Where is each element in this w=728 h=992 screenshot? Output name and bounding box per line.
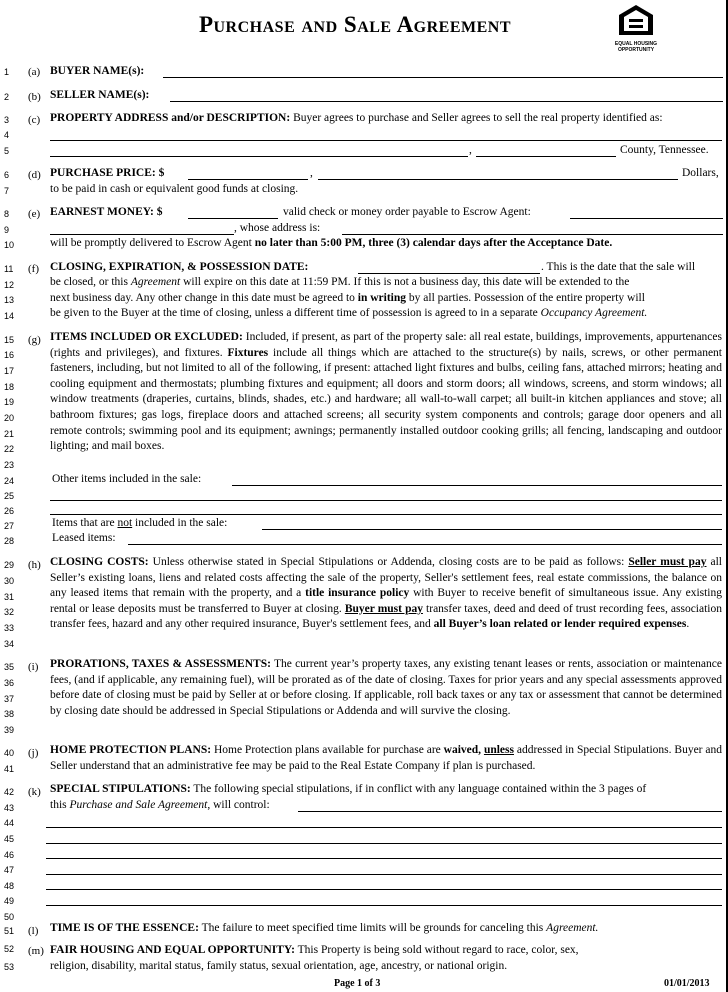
equal-housing-logo <box>612 4 660 53</box>
line-number: 48 <box>4 881 15 891</box>
line-number: 36 <box>4 678 15 688</box>
line-number: 33 <box>4 623 15 633</box>
text: Occupancy Agreement. <box>540 307 648 319</box>
line-number: 32 <box>4 607 15 617</box>
text: The current year’s property taxes, any existing tenant leases or rents, association or maintenance fees, (and if applicable, any remaining fuel), will be prorated as of the date of closing. Taxes for prior years and any special assessments approved before date of closing must be paid by Seller at or before closing. If applicable, roll back taxes or any tax or assessment that cannot be determined by closing date should be addressed in Special Stipulations or Addenda and will survive the closing. <box>50 658 722 717</box>
section-label: (g) <box>28 334 41 346</box>
text: by all parties. Possession of the entire property will <box>406 292 645 304</box>
section-label: (l) <box>28 925 39 937</box>
closing-costs-paragraph <box>50 555 722 633</box>
line-number: 29 <box>4 560 15 570</box>
prorations-label: PRORATIONS, TAXES & ASSESSMENTS: <box>50 658 271 670</box>
purchase-price-label: PURCHASE PRICE: $ <box>50 167 165 179</box>
text: with Buyer to receive benefit of simultaneous issue. Any existing rental or lease deposits must be transferred to Buyer at closing. <box>50 587 723 615</box>
time-essence-label: TIME IS OF THE ESSENCE: <box>50 922 199 934</box>
text: Agreement. <box>546 922 599 934</box>
special-stipulations-field-6[interactable] <box>46 889 722 890</box>
line-number: 52 <box>4 944 15 954</box>
line-number: 24 <box>4 476 15 486</box>
closing-date-field[interactable] <box>358 273 540 274</box>
county-text: County, Tennessee. <box>620 144 709 156</box>
line-number: 9 <box>4 225 10 235</box>
special-stipulations-field-2[interactable] <box>46 827 722 828</box>
line-number: 3 <box>4 115 10 125</box>
line-number: 49 <box>4 896 15 906</box>
home-protection-label: HOME PROTECTION PLANS: <box>50 744 212 756</box>
line-number: 26 <box>4 506 15 516</box>
text: This Property is being sold without regard to race, color, sex, <box>294 944 579 956</box>
line-number: 38 <box>4 709 15 719</box>
special-stipulations-field-5[interactable] <box>46 874 722 875</box>
home-protection-paragraph <box>50 743 722 774</box>
line-number: 37 <box>4 694 15 704</box>
line-number: 31 <box>4 592 15 602</box>
earnest-money-delivery <box>50 236 612 251</box>
text: included in the sale: <box>132 517 228 529</box>
text: Purchase and Sale Agreement <box>69 799 208 811</box>
line-number: 28 <box>4 536 15 546</box>
text: next business day. Any other change in this date must be agreed to <box>50 292 358 304</box>
seller-name-field[interactable] <box>170 101 723 102</box>
escrow-address-label: , whose address is: <box>234 222 321 234</box>
special-stipulations-heading <box>50 782 722 798</box>
logo-caption-2: OPPORTUNITY <box>617 47 655 53</box>
line-number: 27 <box>4 521 15 531</box>
special-stipulations-text <box>50 798 270 813</box>
line-number: 39 <box>4 725 15 735</box>
line-number: 6 <box>4 170 10 180</box>
other-items-field-3[interactable] <box>50 514 722 515</box>
closing-date-paragraph <box>50 275 722 291</box>
text: all Buyer’s loan related or lender required expenses <box>433 618 687 631</box>
prorations-paragraph <box>50 657 722 719</box>
line-number: 42 <box>4 787 15 797</box>
buyer-name-field[interactable] <box>163 77 723 78</box>
line-number: 16 <box>4 350 15 360</box>
text: The failure to meet specified time limits will be grounds for canceling this <box>198 922 547 934</box>
revision-date: 01/01/2013 <box>664 978 710 989</box>
line-number: 8 <box>4 209 10 219</box>
text: addressed in Special Stipulations. Buyer and Seller understand that an administrative fee may be paid to the Real Estate Company if plan is purchased. <box>50 744 723 772</box>
line-number: 4 <box>4 130 10 140</box>
text: Included, if present, as part of the property sale: all real estate, buildings, improvements, appurtenances (rights and privileges), and fixtures. <box>50 331 722 359</box>
line-number: 51 <box>4 926 15 936</box>
line-number: 25 <box>4 491 15 501</box>
line-number: 35 <box>4 662 15 672</box>
comma: , <box>469 144 472 156</box>
other-items-label: Other items included in the sale: <box>52 473 202 485</box>
line-number: 10 <box>4 240 15 250</box>
property-address-label: PROPERTY ADDRESS and/or DESCRIPTION: <box>50 112 291 124</box>
section-label: (m) <box>28 945 44 957</box>
not-included-label <box>52 516 227 531</box>
line-number: 50 <box>4 912 15 922</box>
line-number: 41 <box>4 764 15 774</box>
property-address-field[interactable] <box>50 140 722 141</box>
property-address-field-2[interactable] <box>50 156 468 157</box>
line-number: 47 <box>4 865 15 875</box>
section-label: (k) <box>28 786 41 798</box>
fair-housing-paragraph-2: religion, disability, marital status, family status, sexual orientation, age, ancestry, or national origin. <box>50 960 508 972</box>
text: be given to the Buyer at the time of closing, unless a different time of possession is agreed to in a separate <box>50 307 541 319</box>
text: The following special stipulations, if in conflict with any language contained within the 3 pages of <box>190 783 647 795</box>
text: title insurance policy <box>305 587 410 600</box>
text: Items that are <box>52 517 118 529</box>
line-number: 46 <box>4 850 15 860</box>
line-number: 20 <box>4 413 15 423</box>
text: Home Protection plans available for purchase are <box>211 744 444 756</box>
text: . <box>686 618 690 631</box>
line-number: 15 <box>4 335 15 345</box>
section-label: (a) <box>28 66 41 78</box>
property-address-heading <box>50 111 663 126</box>
line-number: 2 <box>4 92 10 102</box>
text: unless <box>483 744 514 756</box>
section-label: (h) <box>28 559 41 571</box>
property-address-text: Buyer agrees to purchase and Seller agrees to sell the real property identified as: <box>293 112 663 124</box>
line-number: 7 <box>4 186 10 196</box>
dollars-text: Dollars, <box>682 167 719 179</box>
earnest-money-text: valid check or money order payable to Escrow Agent: <box>283 206 531 218</box>
time-essence-paragraph <box>50 921 598 936</box>
section-label: (e) <box>28 208 41 220</box>
text: Unless otherwise stated in Special Stipulations or Addenda, closing costs are to be paid as follows: <box>148 556 629 568</box>
special-stipulations-field-4[interactable] <box>46 858 722 859</box>
items-included-label: ITEMS INCLUDED OR EXCLUDED: <box>50 331 243 343</box>
closing-date-paragraph-3 <box>50 306 722 322</box>
fair-housing-paragraph <box>50 943 579 958</box>
seller-name-label: SELLER NAME(s): <box>50 89 150 101</box>
purchase-price-terms: to be paid in cash or equivalent good funds at closing. <box>50 183 299 195</box>
buyer-name-label: BUYER NAME(s): <box>50 65 145 77</box>
text: , will control: <box>207 799 270 811</box>
page-number: Page 1 of 3 <box>334 978 381 989</box>
special-stipulations-field-7[interactable] <box>46 905 722 906</box>
line-number: 12 <box>4 280 15 290</box>
leased-items-label: Leased items: <box>52 532 116 544</box>
line-number: 44 <box>4 818 15 828</box>
line-number: 23 <box>4 460 15 470</box>
section-label: (f) <box>28 263 39 275</box>
escrow-agent-field[interactable] <box>570 218 723 219</box>
delivery-deadline: no later than 5:00 PM, three (3) calendar days after the Acceptance Date. <box>254 237 613 249</box>
text: Fixtures <box>227 346 269 359</box>
line-number: 14 <box>4 311 15 321</box>
fair-housing-label: FAIR HOUSING AND EQUAL OPPORTUNITY: <box>50 944 295 956</box>
text: be closed, or this <box>50 276 131 288</box>
items-included-paragraph <box>50 330 722 455</box>
text: in writing <box>357 292 407 304</box>
line-number: 45 <box>4 834 15 844</box>
house-icon <box>618 4 654 36</box>
not-included-field[interactable] <box>262 529 722 530</box>
comma: , <box>310 167 313 179</box>
section-label: (j) <box>28 747 39 759</box>
line-number: 5 <box>4 146 10 156</box>
line-number: 40 <box>4 748 15 758</box>
line-number: 17 <box>4 366 15 376</box>
text: not <box>117 517 133 529</box>
line-number: 18 <box>4 382 15 392</box>
section-label: (b) <box>28 91 41 103</box>
earnest-money-label: EARNEST MONEY: $ <box>50 206 163 218</box>
text: Seller must pay <box>628 556 707 568</box>
logo-caption-1: EQUAL HOUSING <box>614 41 658 47</box>
line-number: 43 <box>4 803 15 813</box>
text: Buyer must pay <box>344 602 423 615</box>
line-number: 1 <box>4 67 10 77</box>
line-number: 21 <box>4 429 15 439</box>
county-field[interactable] <box>476 156 616 157</box>
text: all Seller’s existing loans, liens and related costs affecting the sale of the property, Seller's settlement fees, real estate commissions, the balance on any leased items that remain with the property, and a <box>50 556 723 600</box>
closing-date-text: . This is the date that the sale will <box>541 261 696 273</box>
section-label: (i) <box>28 661 39 673</box>
text: include all things which are attached to the structure(s) by nails, screws, or other permanent fasteners, including, but not limited to all of the following, if present: attached light fixtures and bulbs, ceiling fans, attached mirrors; heating and cooling equipment and thermostats; plumbing fixtures and equipment; all doors and storm doors; all windows, screens, and storm windows; all window treatments (draperies, curtains, blinds, shades, etc.) and hardware; all wall-to-wall carpet; all built-in kitchen appliances and stove; all bathroom fixtures; gas logs, fireplace doors and attached screens; all security system components and controls; garage door openers and all remote controls; swimming pool and its equipment; awnings; permanently installed outdoor cooking grills; all fencing, landscaping and outdoor lighting; and mail boxes. <box>50 346 722 453</box>
special-stipulations-field-3[interactable] <box>46 843 722 844</box>
line-number: 30 <box>4 576 15 586</box>
escrow-agent-field-2[interactable] <box>50 234 234 235</box>
earnest-money-field[interactable] <box>188 218 278 219</box>
line-number: 11 <box>4 264 14 274</box>
line-number: 13 <box>4 295 15 305</box>
line-number: 22 <box>4 444 15 454</box>
closing-costs-label: CLOSING COSTS: <box>50 556 149 568</box>
closing-date-paragraph-2 <box>50 291 722 307</box>
other-items-field-2[interactable] <box>50 500 722 501</box>
section-label: (d) <box>28 169 41 181</box>
closing-date-label: CLOSING, EXPIRATION, & POSSESSION DATE: <box>50 261 309 273</box>
escrow-address-field[interactable] <box>342 234 723 235</box>
leased-items-field[interactable] <box>128 544 722 545</box>
purchase-price-words-field[interactable] <box>318 179 678 180</box>
purchase-price-field[interactable] <box>188 179 308 180</box>
line-number: 19 <box>4 397 15 407</box>
line-number: 34 <box>4 639 15 649</box>
text: will expire on this date at 11:59 PM. If this is not a business day, this date will be extended to the <box>180 276 630 288</box>
text: this <box>50 799 70 811</box>
line-number: 53 <box>4 962 15 972</box>
other-items-field[interactable] <box>232 485 722 486</box>
section-label: (c) <box>28 114 41 126</box>
special-stipulations-label: SPECIAL STIPULATIONS: <box>50 783 191 795</box>
document-title: Purchase and Sale Agreement <box>198 12 512 37</box>
text: transfer taxes, deed and deed of trust recording fees, association transfer fees, hazard and any other required insurance, Buyer's settlement fees, and <box>50 602 723 631</box>
delivery-text: will be promptly delivered to Escrow Agent <box>50 237 255 249</box>
text: waived, <box>443 744 482 756</box>
text: Agreement <box>130 276 181 288</box>
special-stipulations-field[interactable] <box>298 811 722 812</box>
